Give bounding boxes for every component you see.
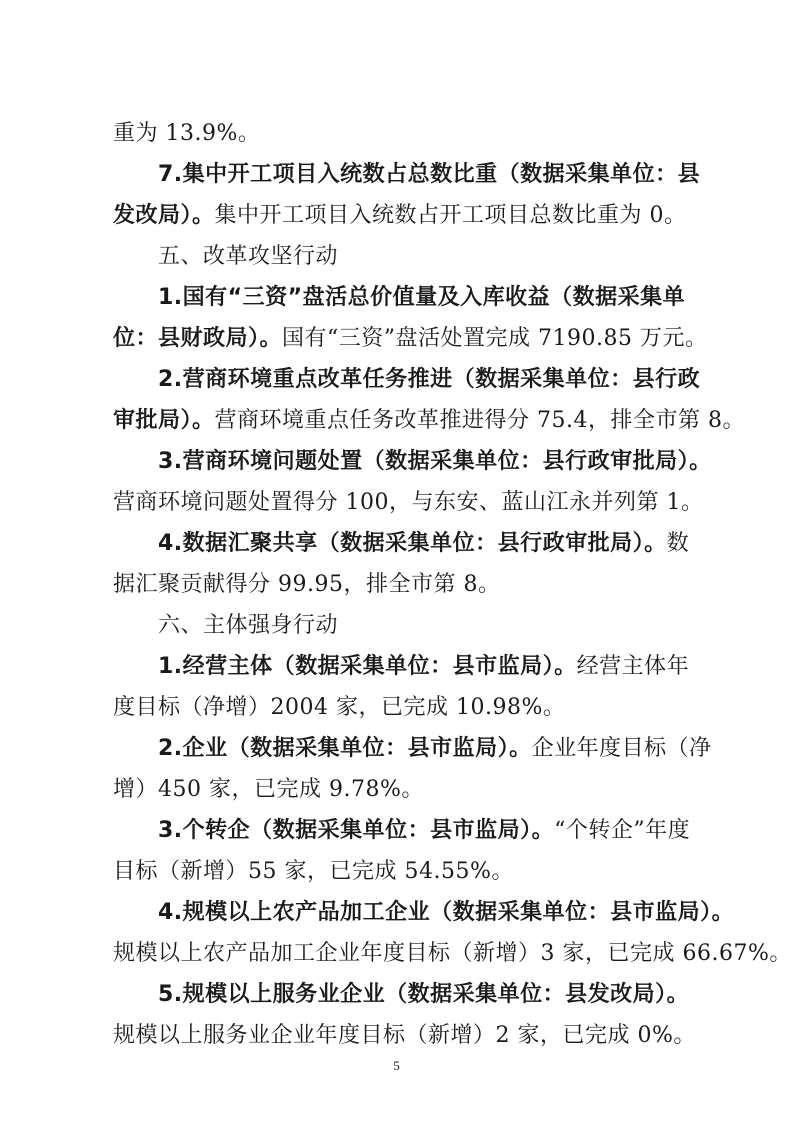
text-run: 营商环境问题处置得分 100，与东安、蓝山江永并列第 1。 bbox=[113, 490, 704, 515]
text-line bbox=[0, 816, 793, 846]
item-heading: 4.规模以上农产品加工企业（数据采集单位：县市监局）。 bbox=[158, 900, 735, 925]
text-run: 重为 13.9%。 bbox=[113, 121, 261, 146]
text-line bbox=[0, 652, 793, 682]
text-run: 规模以上服务业企业年度目标（新增）2 家，已完成 0%。 bbox=[113, 1023, 696, 1048]
text-line bbox=[0, 201, 793, 231]
item-heading: 2.营商环境重点改革任务推进（数据采集单位：县行政 bbox=[158, 367, 701, 392]
text-line bbox=[0, 775, 793, 805]
text-line bbox=[0, 365, 793, 395]
text-line bbox=[0, 980, 793, 1010]
section-title: 六、主体强身行动 bbox=[158, 613, 339, 638]
text-run: 集中开工项目入统数占开工项目总数比重为 0。 bbox=[214, 203, 687, 228]
text-run: 国有“三资”盘活处置完成 7190.85 万元。 bbox=[282, 326, 708, 351]
section-title: 五、改革攻坚行动 bbox=[158, 244, 339, 269]
text-line bbox=[0, 693, 793, 723]
text-line bbox=[0, 119, 793, 149]
section-heading bbox=[0, 242, 793, 272]
text-run: 增）450 家，已完成 9.78%。 bbox=[113, 777, 424, 802]
text-line bbox=[0, 324, 793, 354]
item-heading: 3.个转企（数据采集单位：县市监局）。 bbox=[158, 818, 555, 843]
text-run: 规模以上农产品加工企业年度目标（新增）3 家，已完成 66.67%。 bbox=[113, 941, 792, 966]
item-heading: 2.企业（数据采集单位：县市监局）。 bbox=[158, 736, 532, 761]
text-line bbox=[0, 160, 793, 190]
page-number: 5 bbox=[393, 1058, 400, 1073]
text-line bbox=[0, 939, 793, 969]
text-run: 经营主体年 bbox=[576, 654, 690, 679]
text-line bbox=[0, 529, 793, 559]
text-run: 度目标（净增）2004 家，已完成 10.98%。 bbox=[113, 695, 566, 720]
text-run: 据汇聚贡献得分 99.95，排全市第 8。 bbox=[113, 572, 501, 597]
item-heading: 1.经营主体（数据采集单位：县市监局）。 bbox=[158, 654, 577, 679]
text-line bbox=[0, 898, 793, 928]
item-heading: 4.数据汇聚共享（数据采集单位：县行政审批局）。 bbox=[158, 531, 667, 556]
item-heading: 发改局）。 bbox=[113, 203, 215, 228]
text-run: 营商环境重点任务改革推进得分 75.4，排全市第 8。 bbox=[214, 408, 745, 433]
item-heading: 位：县财政局）。 bbox=[113, 326, 283, 351]
text-line bbox=[0, 1021, 793, 1051]
text-line bbox=[0, 570, 793, 600]
text-line bbox=[0, 447, 793, 477]
text-line bbox=[0, 283, 793, 313]
text-line bbox=[0, 857, 793, 887]
text-line bbox=[0, 488, 793, 518]
item-heading: 3.营商环境问题处置（数据采集单位：县行政审批局）。 bbox=[158, 449, 712, 474]
item-heading: 5.规模以上服务业企业（数据采集单位：县发改局）。 bbox=[158, 982, 690, 1007]
text-line bbox=[0, 406, 793, 436]
section-heading bbox=[0, 611, 793, 641]
item-heading: 7.集中开工项目入统数占总数比重（数据采集单位：县 bbox=[158, 162, 701, 187]
text-run: 目标（新增）55 家，已完成 54.55%。 bbox=[113, 859, 514, 884]
text-line bbox=[0, 734, 793, 764]
item-heading: 1.国有“三资”盘活总价值量及入库收益（数据采集单 bbox=[158, 285, 686, 310]
text-run: 数 bbox=[666, 531, 690, 556]
item-heading: 审批局）。 bbox=[113, 408, 215, 433]
text-run: “个转企”年度 bbox=[554, 818, 691, 843]
text-run: 企业年度目标（净 bbox=[531, 736, 712, 761]
